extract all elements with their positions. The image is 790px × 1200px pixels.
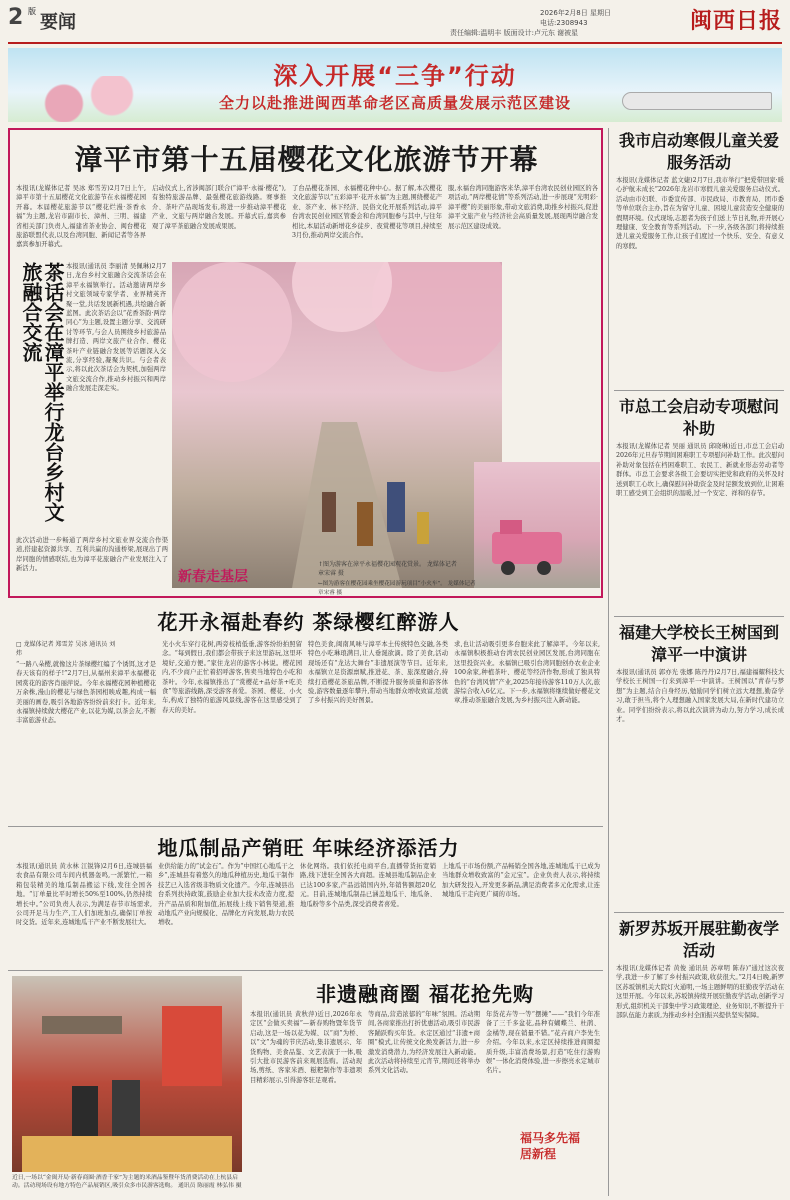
right-article-2-headline: 市总工会启动专项慰问补助 xyxy=(618,397,779,438)
page-suffix: 版 xyxy=(28,7,36,16)
newspaper-logo: 闽西日报 xyxy=(690,8,783,34)
page-number: 2 xyxy=(8,5,24,30)
article-2-headline: 花开永福赴春约 茶绿樱红醉游人 xyxy=(157,610,460,634)
sidebar-article-text: 本报讯(通讯员 李丽清 吴佩琳)2月7日,龙台乡村文旅融合交流茶话会在漳平永福镇举行。活动邀请两岸乡村文旅领域专家学者、业界精英齐聚一堂,共话发展新机遇,共绘融合新蓝图。此次茶话会以“花香茶韵·两岸同心”为主题,设置主题分享、交流研讨等环节,与会人员围绕乡村旅游品牌打造、两岸文旅产业合作、樱花茶叶产业链融合发展等话题深入交流,分享经验,凝聚共识。与会者表示,将以此次茶话会为契机,加强两岸文旅交流合作,推动乡村振兴和两岸融合发展走深走实。 xyxy=(66,263,166,393)
section-name: 要闻 xyxy=(40,12,76,33)
lead-col-1: 本报讯(龙媒体记者 吴冰 郑雪芳)2月7日上午,漳平市第十五届樱花文化旅游节在永福樱花园开幕。本届樱花旅游节以“樱花烂漫·茶香永福”为主题,龙岩市副市长、漳州、三明、福建省相关部门负责人,福建省茶业协会、闽台樱花旅游联盟代表,以及台湾同胞、新闻记者等各界嘉宾参加开幕式。 xyxy=(16,185,146,249)
event-scene xyxy=(12,976,242,1172)
article-3-col-1: 本报讯(通讯员 黄水林 江锐锋)2月6日,连城县福农食品有限公司车间内机器轰鸣,一派繁忙,一箱箱包装精美的地瓜制品搬运下线,发往全国各地。“订单量比平时增长50%至100%,仍然持续增长中。”公司负责人表示,为满足春节市场需求,公司开足马力生产,工人们加班加点,确保订单按时交货。近年来,连城地瓜干产业不断发展壮大。 xyxy=(16,863,152,927)
right-article-2-text: 本报讯(龙媒体记者 吴丽 通讯员 邱晓琳)近日,市总工会启动2026年元旦春节期间困难职工专项慰问补助工作。此次慰问补助对象包括在档困难职工、农民工、新就业形态劳动者等群体。市总工会要求各级工会要切实把党和政府的关怀及时送到职工心坎上,确保慰问补助资金及时足额发放到位,让困难职工感受到工会组织的温暖,过一个安定、祥和的春节。 xyxy=(616,443,784,498)
header-meta xyxy=(450,8,670,38)
article-3-col-4: 上地瓜干市场份额,产品畅销全国各地,连城地瓜干已成为当地群众增收致富的“金元宝”。企业负责人表示,将持续加大研发投入,开发更多新品,满足消费者多元化需求,让连城地瓜干走向更广阔的市场。 xyxy=(442,863,600,899)
right-article-1-headline: 我市启动寒假儿童关爱服务活动 xyxy=(618,131,779,172)
blessing-stamp: 福马多先福居新程 xyxy=(520,1131,581,1161)
article-4-col-3: 年货花卉等一等“摆摊”——“我们今年准备了三千多盆花,品种有蝴蝶兰、杜鹃、金橘等,现在销量不错。”花卉商户李先生介绍。今年以来,永定区持续推进商圈提质升级,丰富消费场景,打造“吃住行游购娱”一体化消费体验,进一步擦亮永定城市名片。 xyxy=(486,1011,600,1075)
photo-caption-2: ←图为游客在樱花园乘坐樱花园游玩项目“小火车”。 龙媒体记者 章宋睿 摄 xyxy=(318,581,476,596)
right-article-4-text: 本报讯(龙媒体记者 黄俊 通讯员 苏章明 陈春)“通过这次夜学,我进一步了解了乡村振兴政策,收获很大。”2月4日晚,新罗区苏坂镇机关大院灯火通明,一场主题鲜明的驻勤夜学活动在这里开展。今年以来,苏坂镇持续开展驻勤夜学活动,创新学习形式,组织机关干部集中学习政策理论、业务知识,不断提升干部队伍能力素质,为推动乡村全面振兴提供坚实保障。 xyxy=(616,965,784,1020)
campaign-banner xyxy=(8,48,782,122)
sidebar-vertical-headline: 茶话会在漳平举行龙台乡村文旅融合交流 xyxy=(19,262,65,522)
lead-bottom-text: 此次活动进一步畅通了两岸乡村文旅业界交流合作渠道,搭建起资源共享、互利共赢的沟通桥梁,展现出了两岸同胞的情感联结,也为漳平花旅融合产业发展注入了新活力。 xyxy=(16,537,168,573)
divider xyxy=(8,826,603,827)
lead-headline: 漳平市第十五届樱花文化旅游节开幕 xyxy=(74,143,539,176)
lead-col-3: 了台品樱花茶园、永福樱花种中心。据了解,本次樱花文化旅游节以“五彩漳平·花开永福”为主题,围绕樱花产业、茶产业、林下经济、民俗文化开展系列活动,漳平台湾农民创业园区管委会和台湾同胞参与其中,与往年相比,本届活动新增花乡徒步、夜赏樱花等项目,持续至3月份,推动两岸交流合作。 xyxy=(292,185,442,240)
lead-col-2: 启动仪式上,省涉闽部门联合(“漳平·永福·樱花”),有独特旅游品牌、最强樱花旅游线路。赛事推介、茶叶产品现场发布,将进一步推动漳平樱花产业、文旅与两岸融合发展。开幕式后,嘉宾参观了漳平茶旅融合发展成果展。 xyxy=(152,185,286,230)
editors-line: 责任编辑:温明丰 版面设计:卢元东 谢被星 xyxy=(450,29,579,37)
lead-col-4: 服,永福台湾同胞游客来华,漳平台湾农民创业园区的各项活动,“两岸樱花情”等系列活动,进一步展现“光明彩·漳平樱”的美丽形象,带动文旅消费,助推乡村振兴,促进漳平文旅产业与经济社会高质量发展,展现两岸融合发展示范区建设成效。 xyxy=(448,185,598,230)
right-article-3-text: 本报讯(通讯员 郭亦光 张娜 陈丹丹)2月7日,福建福耀科技大学校长王树国一行来到漳平一中演讲。王树国以“青春与梦想”为主题,结合自身经历,勉励同学们树立远大理想,勤奋学习,敢于担当,将个人理想融入国家发展大局,在新时代建功立业。同学们纷纷表示,将以此次演讲为动力,努力学习,成长成才。 xyxy=(616,669,784,724)
article-4-col-2: 等商品,营造浓郁的“年味”氛围。活动期间,各商家推出打折优惠活动,吸引市民游客踊跃购买年货。永定区通过“非遗+商圈”模式,让传统文化焕发新活力,进一步激发消费潜力,为经济发展注入新动能。此次活动将持续至元宵节,期间还将举办系列文化活动。 xyxy=(368,1011,480,1075)
banner-subtitle: 全力以赴推进闽西革命老区高质量发展示范区建设 xyxy=(218,94,571,112)
date-line: 2026年2月8日 星期日 xyxy=(540,9,611,17)
pink-train-photo xyxy=(474,462,600,588)
new-spring-stamp: 新春走基层 xyxy=(178,569,248,585)
photo-scene xyxy=(172,262,502,588)
article-3-col-2: 业供给能力的“试金石”。作为“中国红心地瓜干之乡”,连城县有着悠久的地瓜种植历史,地瓜干制作技艺已入选省级非物质文化遗产。今年,连城县出台系列扶持政策,鼓励企业加大技术改造力度,提升产品品质和附加值,拓展线上线下销售渠道,推动地瓜产业向规模化、品牌化方向发展,助力农民增收。 xyxy=(158,863,294,927)
right-article-3-headline: 福建大学校长王树国到漳平一中演讲 xyxy=(618,623,779,664)
article-3-col-3: 休化网络。我们依托电商平台,直播带货拓宽销路,线下进驻全国各大商超。连城县地瓜制品企业已达100多家,产品远销国内外,年销售额超20亿元。目前,连城地瓜制品已涵盖地瓜干、地瓜条、地瓜粉等多个品类,深受消费者喜爱。 xyxy=(300,863,436,908)
photo-caption-1: ↑图为游客在漳平永福樱花园观花赏景。 龙媒体记者 章宋睿 摄 xyxy=(318,561,457,577)
divider xyxy=(614,616,784,617)
photo-caption-3: 近日,一场以“金闽开局·新春商圈·酒香千家”为主题的米酒品鉴暨年货消费活动在上杭县启动。活动现场设有地方特色产品展销区,吸引众多市民游客选购。 通讯员 陈丽霞 林弘伟 摄 xyxy=(12,1175,242,1189)
right-article-4-headline: 新罗苏坂开展驻勤夜学活动 xyxy=(618,919,779,960)
cherry-blossom-path-photo xyxy=(172,262,502,588)
article-2-col-1: “一路八朵樱,就像这片茶绿樱红编了个诱饵,这才是春天该有的样子!”2月7日,从福州来漳平永福樱花园赏花的游客肖丽萍说。今年永福樱花园种植樱花万余株,漫山的樱花与绿色茶园相映成趣,构成一幅美丽的画卷,吸引各地游客纷纷前来打卡。近年来,永福镇持续做大樱花产业,以花为媒,以茶会友,不断丰富旅游业态。 xyxy=(16,661,156,725)
divider xyxy=(8,970,603,971)
article-2-col-2: 光小火车穿行花树,两旁枝梢低垂,游客纷纷拍照留念。“每到假日,我们都会带孩子来这里游玩,这里环境好,交通方便。”家住龙岩的游客小林说。樱花园内,不少商户正忙着招呼游客,售卖当地特色小吃和茶叶。今年,永福镇推出了“赏樱花+品好茶+吃美食”等旅游线路,深受游客喜爱。茶园、樱花、小火车,构成了独特的旅游风景线,游客在这里感受到了春天的美好。 xyxy=(162,641,302,714)
rice-wine-event-photo xyxy=(12,976,242,1172)
article-3-headline: 地瓜制品产销旺 年味经济添活力 xyxy=(157,836,460,860)
right-article-1-text: 本报讯(龙媒体记者 蓝文婕)2月7日,我市举行“把爱带回家·暖心护航未成长”2026年龙岩市寒假儿童关爱服务启动仪式。活动由市妇联、市委宣传部、市民政局、市教育局、团市委等单位联合主办,旨在为留守儿童、困境儿童营造安全健康的假期环境。仪式现场,志愿者为孩子们送上节日礼物,并开展心理健康、安全教育等系列活动。下一步,各级各部门将持续推进儿童关爱服务工作,让孩子们度过一个快乐、安全、有意义的寒假。 xyxy=(616,177,784,250)
train-scene xyxy=(474,462,600,588)
column-divider xyxy=(608,128,609,1196)
banner-title: 深入开展“三争”行动 xyxy=(273,62,517,90)
article-4-headline: 非遗融商圈 福花抢先购 xyxy=(316,982,534,1006)
article-2-col-3: 特色美食,闽南风味与漳平本土传统特色交融,各类特色小吃琳琅满目,让人垂涎欲滴。除了美食,活动现场还有“龙达大舞台”非遗展演等节目。近年来,永福镇立足资源禀赋,推进花、茶、旅深度融合,持续打造樱花茶旅品牌,不断提升服务质量和游客体验,游客数量逐年攀升,带动当地群众增收致富,绘就了乡村振兴的美好图景。 xyxy=(308,641,448,705)
article-4-col-1: 本报讯(通讯员 黄秋萍)近日,2026年永定区“会做买卖福”—新春购物暨年货节启动,这是一场以花为媒、以“商”为桥、以“文”为魂的节庆活动,集非遗展示、年货购物、美食品鉴、文艺表演于一体,吸引大批市民游客前来观展选购。活动现场,剪纸、客家米酒、糍粑制作等非遗项目精彩展示,引得游客驻足观看。 xyxy=(250,1011,362,1084)
divider xyxy=(614,390,784,391)
article-2-byline: □ 龙媒体记者 郑雪芳 吴冰 通讯员 刘炜 xyxy=(16,641,116,657)
article-2-col-4: 求,也让活动吸引更多台胞来此了解漳平。今年以来,永福镇积极推动台湾农民创业园区发展,台湾同胞在这里投资兴业。永福镇已吸引台湾同胞创办农业企业100余家,种植茶叶、樱花等经济作物,形成了独具特色的“台湾风情”产业,2025年接待游客110万人次,旅游综合收入6亿元。下一步,永福镇将继续做好樱花文章,推动茶旅融合发展,为乡村振兴注入新动能。 xyxy=(454,641,600,705)
header-rule xyxy=(8,42,782,44)
phone-line: 电话:2308943 xyxy=(540,19,588,27)
divider xyxy=(614,912,784,913)
